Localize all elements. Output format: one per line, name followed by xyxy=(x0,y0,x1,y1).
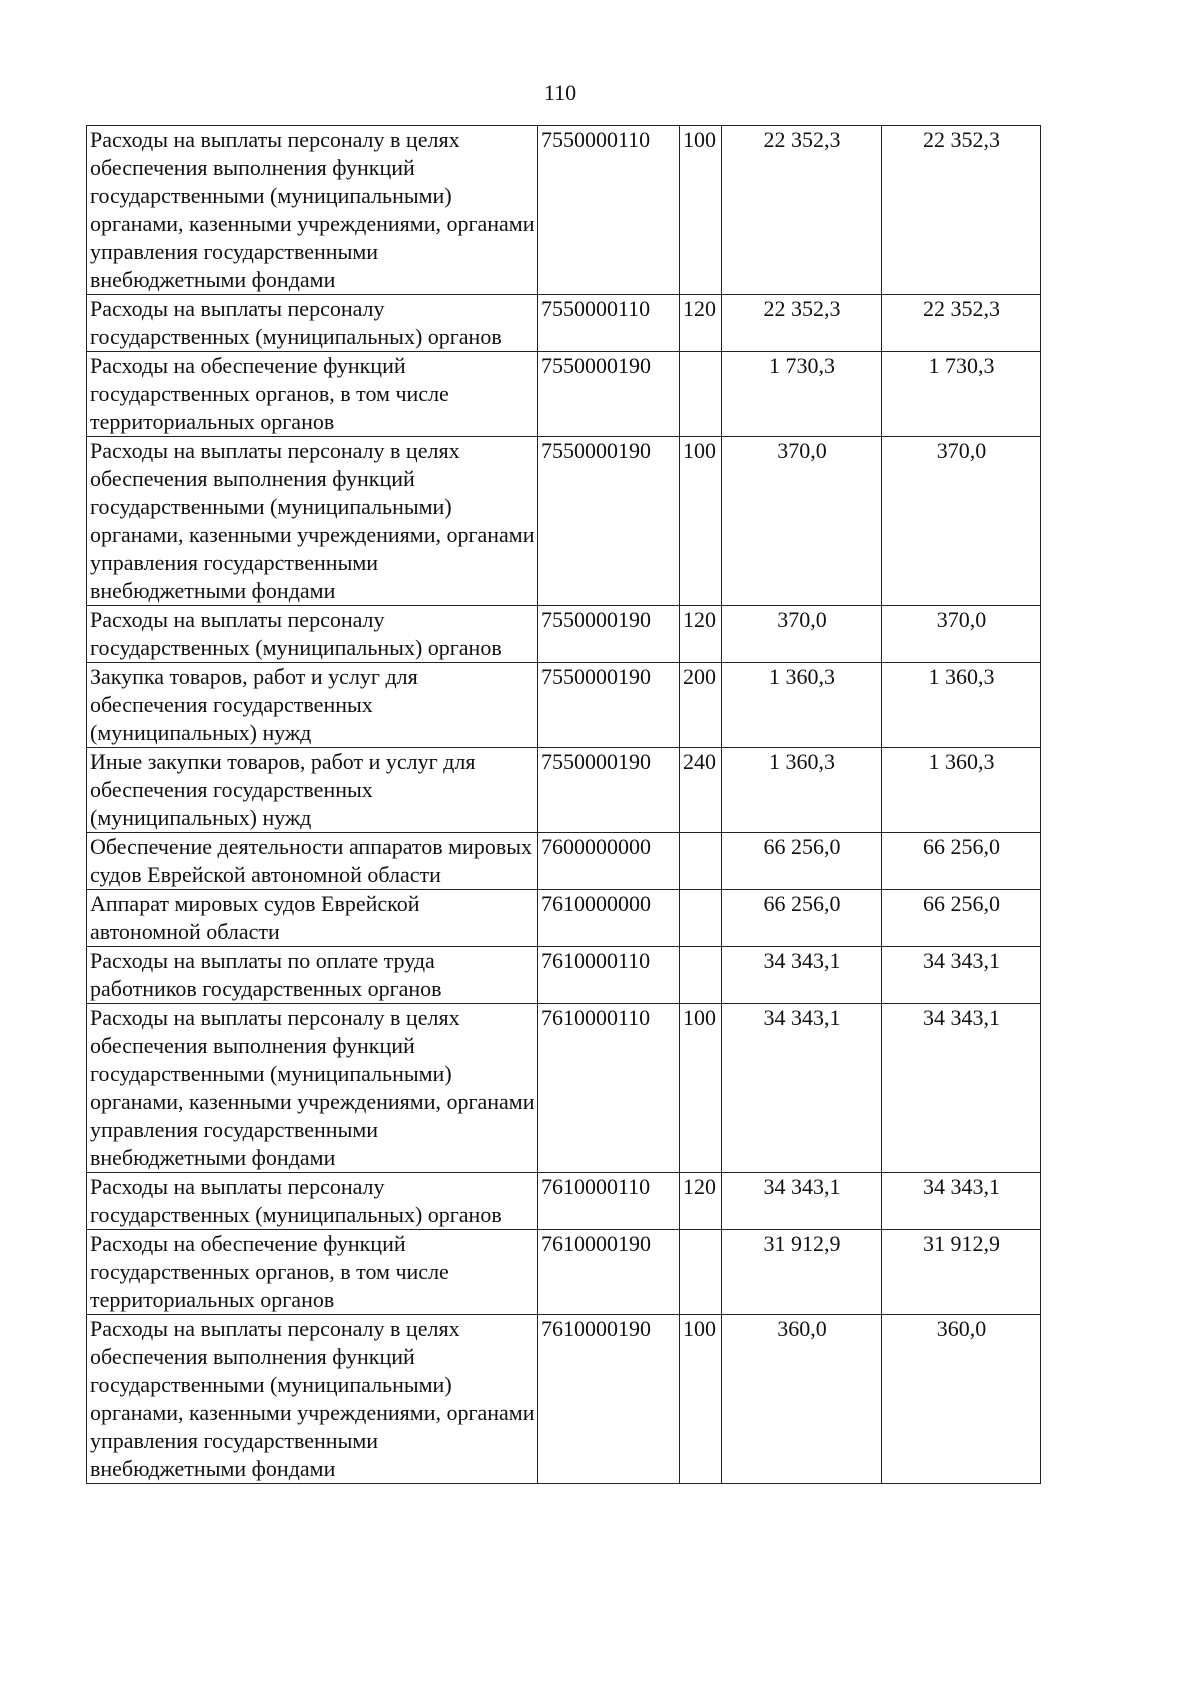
expense-name-cell: Расходы на обеспечение функций государственных органов, в том числе территориальных органов xyxy=(87,1230,538,1315)
expense-name-cell: Расходы на выплаты персоналу в целях обеспечения выполнения функций государственными (муниципальными) органами, казенными учреждениями, органами управления государственными внебюджетными фондами xyxy=(87,1004,538,1173)
expense-type-cell xyxy=(680,352,722,437)
budget-table xyxy=(86,125,1041,1484)
expense-name-cell: Расходы на выплаты персоналу государственных (муниципальных) органов xyxy=(87,295,538,352)
amount-cell-1: 370,0 xyxy=(722,606,882,663)
amount-cell-2: 1 360,3 xyxy=(882,663,1041,748)
amount-cell-1: 1 360,3 xyxy=(722,748,882,833)
page-number: 110 xyxy=(543,80,577,105)
table-row xyxy=(87,1315,1041,1484)
target-code-cell: 7610000190 xyxy=(538,1315,680,1484)
expense-type-cell: 120 xyxy=(680,1173,722,1230)
target-code-cell: 7550000190 xyxy=(538,352,680,437)
expense-type-cell xyxy=(680,947,722,1004)
expense-name-cell: Расходы на выплаты персоналу в целях обеспечения выполнения функций государственными (муниципальными) органами, казенными учреждениями, органами управления государственными внебюджетными фондами xyxy=(87,437,538,606)
expense-type-cell: 120 xyxy=(680,295,722,352)
amount-cell-2: 34 343,1 xyxy=(882,1004,1041,1173)
table-row xyxy=(87,748,1041,833)
amount-cell-2: 34 343,1 xyxy=(882,947,1041,1004)
table-row xyxy=(87,833,1041,890)
table-row xyxy=(87,295,1041,352)
amount-cell-1: 31 912,9 xyxy=(722,1230,882,1315)
target-code-cell: 7610000190 xyxy=(538,1230,680,1315)
expense-type-cell xyxy=(680,890,722,947)
amount-cell-1: 370,0 xyxy=(722,437,882,606)
expense-type-cell: 200 xyxy=(680,663,722,748)
table-row xyxy=(87,352,1041,437)
expense-name-cell: Обеспечение деятельности аппаратов мировых судов Еврейской автономной области xyxy=(87,833,538,890)
target-code-cell: 7610000110 xyxy=(538,1173,680,1230)
amount-cell-2: 34 343,1 xyxy=(882,1173,1041,1230)
target-code-cell: 7610000110 xyxy=(538,1004,680,1173)
amount-cell-2: 22 352,3 xyxy=(882,126,1041,295)
expense-name-cell: Расходы на обеспечение функций государственных органов, в том числе территориальных органов xyxy=(87,352,538,437)
target-code-cell: 7550000190 xyxy=(538,606,680,663)
amount-cell-2: 22 352,3 xyxy=(882,295,1041,352)
amount-cell-2: 360,0 xyxy=(882,1315,1041,1484)
expense-type-cell: 100 xyxy=(680,1004,722,1173)
expense-type-cell: 100 xyxy=(680,126,722,295)
expense-name-cell: Расходы на выплаты персоналу в целях обеспечения выполнения функций государственными (муниципальными) органами, казенными учреждениями, органами управления государственными внебюджетными фондами xyxy=(87,1315,538,1484)
expense-name-cell: Расходы на выплаты персоналу государственных (муниципальных) органов xyxy=(87,606,538,663)
amount-cell-1: 22 352,3 xyxy=(722,295,882,352)
expense-name-cell: Аппарат мировых судов Еврейской автономной области xyxy=(87,890,538,947)
amount-cell-2: 370,0 xyxy=(882,606,1041,663)
table-row xyxy=(87,1230,1041,1315)
amount-cell-2: 31 912,9 xyxy=(882,1230,1041,1315)
amount-cell-1: 34 343,1 xyxy=(722,1004,882,1173)
target-code-cell: 7550000190 xyxy=(538,748,680,833)
expense-name-cell: Иные закупки товаров, работ и услуг для обеспечения государственных (муниципальных) нужд xyxy=(87,748,538,833)
amount-cell-1: 34 343,1 xyxy=(722,1173,882,1230)
amount-cell-1: 22 352,3 xyxy=(722,126,882,295)
target-code-cell: 7610000110 xyxy=(538,947,680,1004)
expense-type-cell xyxy=(680,833,722,890)
amount-cell-2: 66 256,0 xyxy=(882,833,1041,890)
expense-name-cell: Закупка товаров, работ и услуг для обеспечения государственных (муниципальных) нужд xyxy=(87,663,538,748)
budget-table-body xyxy=(87,126,1041,1484)
table-row xyxy=(87,663,1041,748)
table-row xyxy=(87,606,1041,663)
amount-cell-2: 1 360,3 xyxy=(882,748,1041,833)
amount-cell-1: 66 256,0 xyxy=(722,833,882,890)
expense-type-cell: 100 xyxy=(680,1315,722,1484)
amount-cell-2: 1 730,3 xyxy=(882,352,1041,437)
amount-cell-2: 66 256,0 xyxy=(882,890,1041,947)
table-row xyxy=(87,890,1041,947)
target-code-cell: 7550000110 xyxy=(538,295,680,352)
expense-type-cell: 240 xyxy=(680,748,722,833)
amount-cell-1: 360,0 xyxy=(722,1315,882,1484)
table-row xyxy=(87,947,1041,1004)
expense-name-cell: Расходы на выплаты персоналу в целях обеспечения выполнения функций государственными (муниципальными) органами, казенными учреждениями, органами управления государственными внебюджетными фондами xyxy=(87,126,538,295)
amount-cell-1: 66 256,0 xyxy=(722,890,882,947)
amount-cell-2: 370,0 xyxy=(882,437,1041,606)
table-row xyxy=(87,1004,1041,1173)
target-code-cell: 7550000190 xyxy=(538,663,680,748)
table-row xyxy=(87,1173,1041,1230)
table-row xyxy=(87,437,1041,606)
amount-cell-1: 1 730,3 xyxy=(722,352,882,437)
target-code-cell: 7550000110 xyxy=(538,126,680,295)
target-code-cell: 7610000000 xyxy=(538,890,680,947)
expense-name-cell: Расходы на выплаты персоналу государственных (муниципальных) органов xyxy=(87,1173,538,1230)
expense-type-cell: 100 xyxy=(680,437,722,606)
table-row xyxy=(87,126,1041,295)
expense-name-cell: Расходы на выплаты по оплате труда работников государственных органов xyxy=(87,947,538,1004)
amount-cell-1: 1 360,3 xyxy=(722,663,882,748)
target-code-cell: 7550000190 xyxy=(538,437,680,606)
amount-cell-1: 34 343,1 xyxy=(722,947,882,1004)
expense-type-cell: 120 xyxy=(680,606,722,663)
target-code-cell: 7600000000 xyxy=(538,833,680,890)
expense-type-cell xyxy=(680,1230,722,1315)
